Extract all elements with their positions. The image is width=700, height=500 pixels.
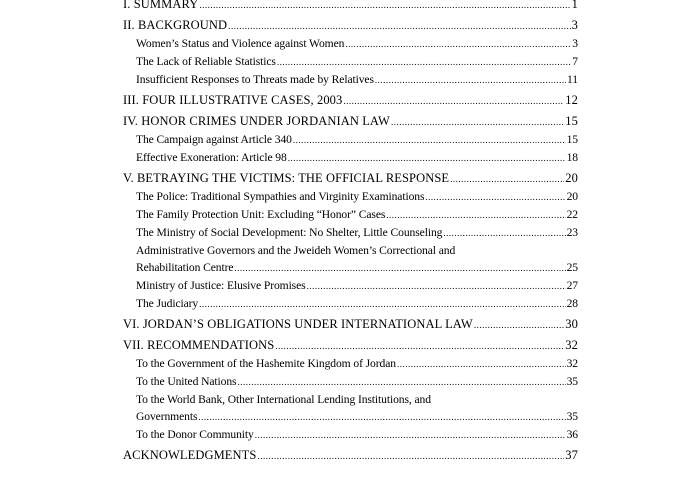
- dot-leader: [293, 132, 566, 149]
- dot-leader: [397, 356, 566, 373]
- toc-page-number: 11: [567, 73, 578, 86]
- toc-entry-social-development[interactable]: [136, 224, 578, 242]
- dot-leader: [450, 171, 564, 188]
- toc-entry-united-nations[interactable]: [136, 373, 578, 391]
- toc-page-number: 20: [566, 190, 578, 203]
- toc-entry-honor-crimes-law[interactable]: [123, 113, 578, 131]
- dot-leader: [391, 114, 564, 131]
- toc-entry-title: III. FOUR ILLUSTRATIVE CASES, 2003: [123, 93, 343, 107]
- toc-page-number: 23: [566, 226, 578, 239]
- toc-page-number: 12: [565, 93, 578, 107]
- table-of-contents: [123, 0, 578, 465]
- toc-entry-article-98[interactable]: [136, 149, 578, 167]
- toc-page-number: 20: [565, 171, 578, 185]
- toc-page-number: 36: [566, 428, 578, 441]
- dot-leader: [375, 72, 566, 89]
- toc-page-number: 7: [572, 55, 578, 68]
- toc-entry-title: The Lack of Reliable Statistics: [136, 55, 276, 68]
- toc-entry-title: VI. JORDAN’S OBLIGATIONS UNDER INTERNATIONAL LAW: [123, 317, 473, 331]
- toc-entry-illustrative-cases[interactable]: [123, 92, 578, 110]
- toc-entry-administrative-governors[interactable]: [136, 242, 578, 277]
- toc-entry-title: V. BETRAYING THE VICTIMS: THE OFFICIAL RESPONSE: [123, 171, 450, 185]
- toc-entry-title: The Judiciary: [136, 297, 199, 310]
- toc-entry-title: Effective Exoneration: Article 98: [136, 151, 287, 164]
- dot-leader: [307, 278, 566, 295]
- toc-entry-reliable-statistics[interactable]: [136, 53, 578, 71]
- toc-entry-title: To the Donor Community: [136, 428, 254, 441]
- toc-entry-summary[interactable]: [123, 0, 578, 14]
- toc-entry-title: To the Government of the Hashemite Kingdom of Jordan: [136, 357, 396, 370]
- toc-entry-international-law[interactable]: [123, 316, 578, 334]
- toc-page-number: 22: [566, 208, 578, 221]
- toc-entry-government-of-jordan[interactable]: [136, 355, 578, 373]
- toc-page-number: 18: [566, 151, 578, 164]
- toc-entry-judiciary[interactable]: [136, 295, 578, 313]
- dot-leader: [255, 427, 566, 444]
- toc-entry-title: The Police: Traditional Sympathies and Virginity Examinations: [136, 190, 425, 203]
- toc-page-number: 1: [571, 0, 578, 11]
- toc-entry-donor-community[interactable]: [136, 426, 578, 444]
- toc-entry-womens-status[interactable]: [136, 35, 578, 53]
- dot-leader: [199, 0, 570, 14]
- toc-entry-title: Rehabilitation Centre: [136, 261, 234, 274]
- dot-leader: [228, 18, 570, 35]
- toc-page-number: 28: [566, 297, 578, 310]
- dot-leader: [277, 54, 571, 71]
- toc-entry-title: The Family Protection Unit: Excluding “Honor” Cases: [136, 208, 386, 221]
- toc-page-number: 32: [565, 338, 578, 352]
- toc-entry-title: Women’s Status and Violence against Women: [136, 37, 345, 50]
- toc-entry-title: Ministry of Justice: Elusive Promises: [136, 279, 306, 292]
- toc-page-number: 30: [565, 317, 578, 331]
- dot-leader: [474, 317, 564, 334]
- dot-leader: [257, 448, 564, 465]
- toc-page-number: 15: [565, 114, 578, 128]
- toc-entry-title-line1: To the World Bank, Other International Lending Institutions, and: [136, 393, 431, 406]
- toc-page-number: 27: [566, 279, 578, 292]
- toc-entry-article-340[interactable]: [136, 131, 578, 149]
- toc-page-number: 32: [566, 357, 578, 370]
- toc-entry-title: Insufficient Responses to Threats made by Relatives: [136, 73, 374, 86]
- toc-entry-title: I. SUMMARY: [123, 0, 199, 11]
- toc-entry-title: Governments: [136, 410, 198, 423]
- toc-entry-world-bank[interactable]: [136, 391, 578, 426]
- toc-entry-insufficient-responses[interactable]: [136, 71, 578, 89]
- dot-leader: [443, 225, 565, 242]
- toc-entry-background[interactable]: [123, 17, 578, 35]
- toc-page-number: 35: [566, 375, 578, 388]
- toc-entry-title: II. BACKGROUND: [123, 18, 228, 32]
- toc-entry-title: To the United Nations: [136, 375, 237, 388]
- dot-leader: [386, 207, 565, 224]
- dot-leader: [288, 150, 566, 167]
- toc-entry-title: ACKNOWLEDGMENTS: [123, 448, 257, 462]
- toc-entry-ministry-of-justice[interactable]: [136, 277, 578, 295]
- dot-leader: [237, 374, 565, 391]
- toc-page-number: 15: [566, 133, 578, 146]
- toc-entry-title: IV. HONOR CRIMES UNDER JORDANIAN LAW: [123, 114, 390, 128]
- toc-entry-recommendations[interactable]: [123, 337, 578, 355]
- toc-page-number: 37: [565, 448, 578, 462]
- toc-entry-family-protection-unit[interactable]: [136, 206, 578, 224]
- toc-entry-acknowledgments[interactable]: [123, 447, 578, 465]
- dot-leader: [425, 189, 565, 206]
- toc-page-number: 35: [566, 410, 578, 423]
- toc-entry-police[interactable]: [136, 188, 578, 206]
- dot-leader: [343, 93, 564, 110]
- toc-entry-title: The Ministry of Social Development: No Shelter, Little Counseling: [136, 226, 443, 239]
- toc-entry-official-response[interactable]: [123, 170, 578, 188]
- dot-leader: [198, 409, 565, 426]
- dot-leader: [275, 338, 564, 355]
- toc-entry-title-line1: Administrative Governors and the Jweideh Women’s Correctional and: [136, 244, 456, 257]
- dot-leader: [345, 36, 571, 53]
- toc-page-number: 3: [572, 37, 578, 50]
- dot-leader: [234, 260, 565, 277]
- toc-page-number: 25: [566, 261, 578, 274]
- toc-page-number: 3: [571, 18, 578, 32]
- toc-entry-title: The Campaign against Article 340: [136, 133, 292, 146]
- toc-entry-title: VII. RECOMMENDATIONS: [123, 338, 275, 352]
- dot-leader: [199, 296, 565, 313]
